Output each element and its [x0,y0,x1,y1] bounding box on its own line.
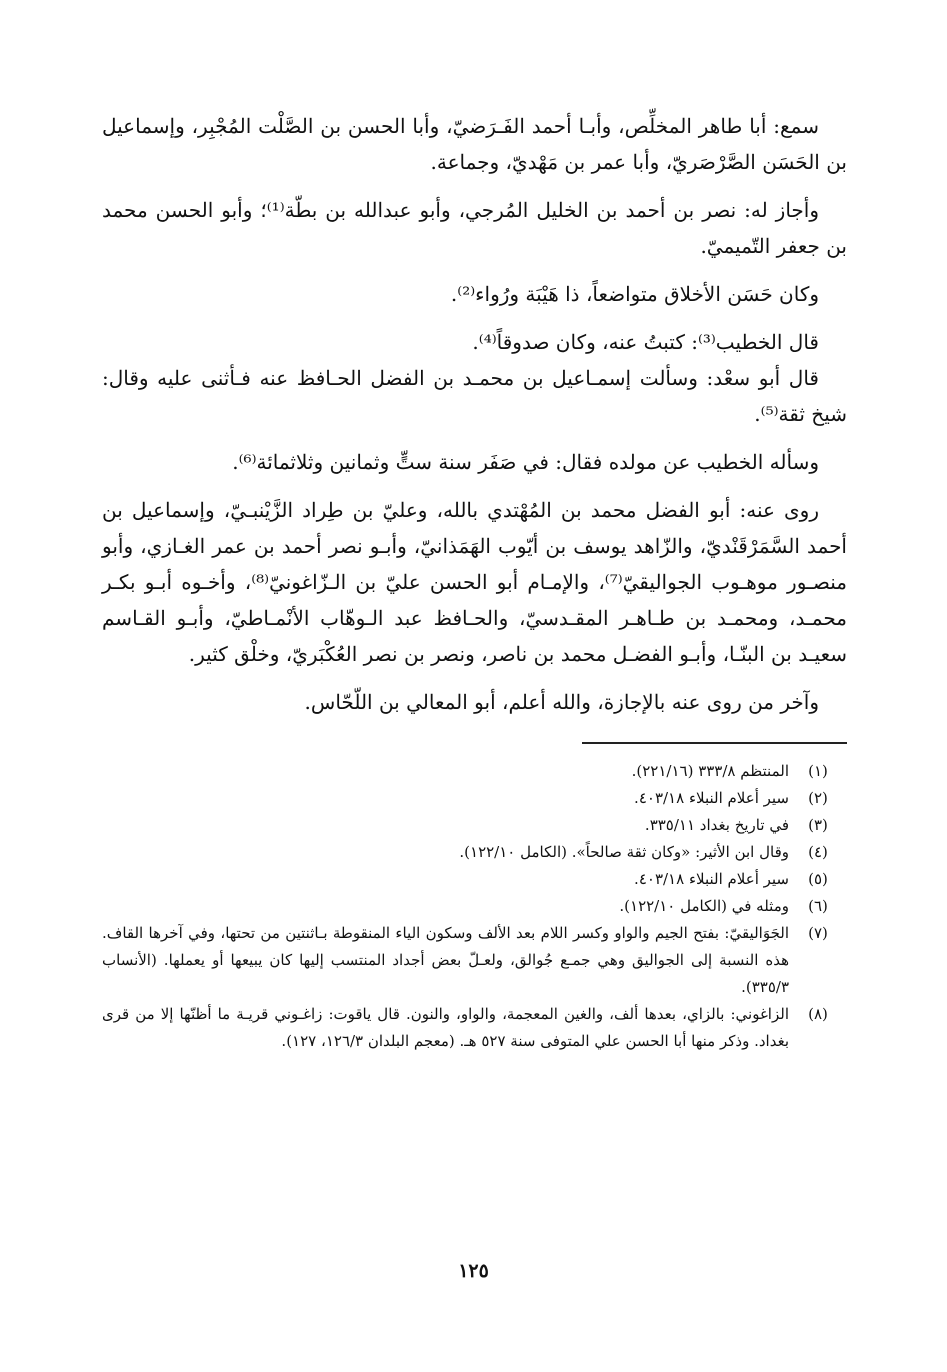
page-number: ١٢٥ [458,1260,489,1282]
footnote [102,1001,847,1055]
footnote-text: في تاريخ بغداد ٣٣٥/١١. [644,816,789,834]
footnote [102,893,847,920]
paragraph-birth: وسأله الخطيب عن مولده فقال: في صَفَر سنة ستٍّ وثمانين وثلاثمائة⁽⁶⁾. [232,450,819,474]
document-page [102,108,847,1055]
footnote [102,920,847,1001]
footnote-text: سير أعلام النبلاء ٤٠٣/١٨. [634,789,789,807]
footnote-number: (١) [808,762,828,780]
footnote-number: (٤) [808,843,828,861]
main-text [102,108,847,720]
footnote-text: المنتظم ٣٣٣/٨ (٢٢١/١٦). [631,762,789,780]
paragraph-heard-from: سمع: أبا طاهر المخلِّص، وأبـا أحمد الفَـرَضيّ، وأبا الحسن بن الصَّلْت المُجْبِر، وإسماعيل بن الحَسَن الصَّرْصَريّ، وأبا عمر بن مَهْديّ، وجماعة. [102,114,847,174]
footnote-number: (٣) [808,816,828,834]
paragraph-narrators: روى عنه: أبو الفضل محمد بن المُهْتدي بالله، وعليّ بن طِراد الزَّيْنبـيّ، وإسماعيل بن أحمد السَّمَرْقَنْديّ، والزّاهد يوسف بن أيّوب الهَمَذانيّ، وأبـو نصر أحمد بن عمر الغـازي، وأبو منصـور موهـوب الجواليقيّ⁽⁷⁾، والإمـام أبو الحسن عليّ بن الـزّاغونيّ⁽⁸⁾، وأخـوه أبـو بكـر محمـد، ومحمـد بن طـاهـر المقـدسيّ، والحـافظ عبد الـوهّاب الأنْمـاطيّ، وأبـو القـاسم سعيـد بن البنّـا، وأبـو الفضـل محمد بن ناصر، ونصر بن نصر العُكْبَريّ، وخلْق كثير. [102,498,847,666]
footnote-number: (٢) [808,789,828,807]
footnote [102,812,847,839]
paragraph-last-narrator: وآخر من روى عنه بالإجازة، والله أعلم، أبو المعالي بن اللّحّاس. [304,690,819,714]
footnote-number: (٨) [808,1005,828,1023]
footnotes [102,758,847,1055]
paragraph-abu-saad-quote: قال أبو سعْد: وسألت إسمـاعيل بن محمـد بن الفضل الحـافظ عنه فـأثنى عليه وقال: شيخ ثقة⁽⁵⁾. [102,366,847,426]
paragraph-khatib-quote: قال الخطيب⁽³⁾: كتبتُ عنه، وكان صدوقاً⁽⁴⁾. [472,330,819,354]
footnote-text: ومثله في (الكامل ١٢٢/١٠). [619,897,789,915]
footnote-text: سير أعلام النبلاء ٤٠٣/١٨. [634,870,789,888]
footnote-text: الجَوَاليقيّ: بفتح الجيم والواو وكسر اللام بعد الألف وسكون الياء المنقوطة بـاثنتين من تحتها، وفي آخرها القاف. هذه النسبة إلى الجواليق وهي جمـع جُوالق، ولعـلّ بعض أجداد المنتسب إليها كان يبيعها أو يعملها. (الأنساب ٣٣٥/٣). [102,924,789,996]
footnote-number: (٧) [808,924,828,942]
footnote-number: (٦) [808,897,828,915]
footnote [102,758,847,785]
footnote [102,839,847,866]
paragraph-licensed-by: وأجاز له: نصر بن أحمد بن الخليل المُرجي، وأبو عبدالله بن بطّة⁽¹⁾؛ وأبو الحسن محمد بن جعفر التّميميّ. [102,198,847,258]
footnote-number: (٥) [808,870,828,888]
footnote-divider [582,742,847,744]
footnote-text: وقال ابن الأثير: «وكان ثقة صالحاً». (الكامل ١٢٢/١٠). [459,843,789,861]
footnote [102,866,847,893]
footnote-text: الزاغوني: بالزاي، بعدها ألف، والغين المعجمة، والواو، والنون. قال ياقوت: زاغـوني قريـة ما أظنّها إلا من قرى بغداد. وذكر منها أبا الحسن علي المتوفى سنة ٥٢٧ هـ. (معجم البلدان ١٢٦/٣، ١٢٧). [102,1005,789,1050]
paragraph-character: وكان حَسَن الأخلاق متواضعاً، ذا هَيْبَة ورُواء⁽²⁾. [450,282,819,306]
footnote [102,785,847,812]
